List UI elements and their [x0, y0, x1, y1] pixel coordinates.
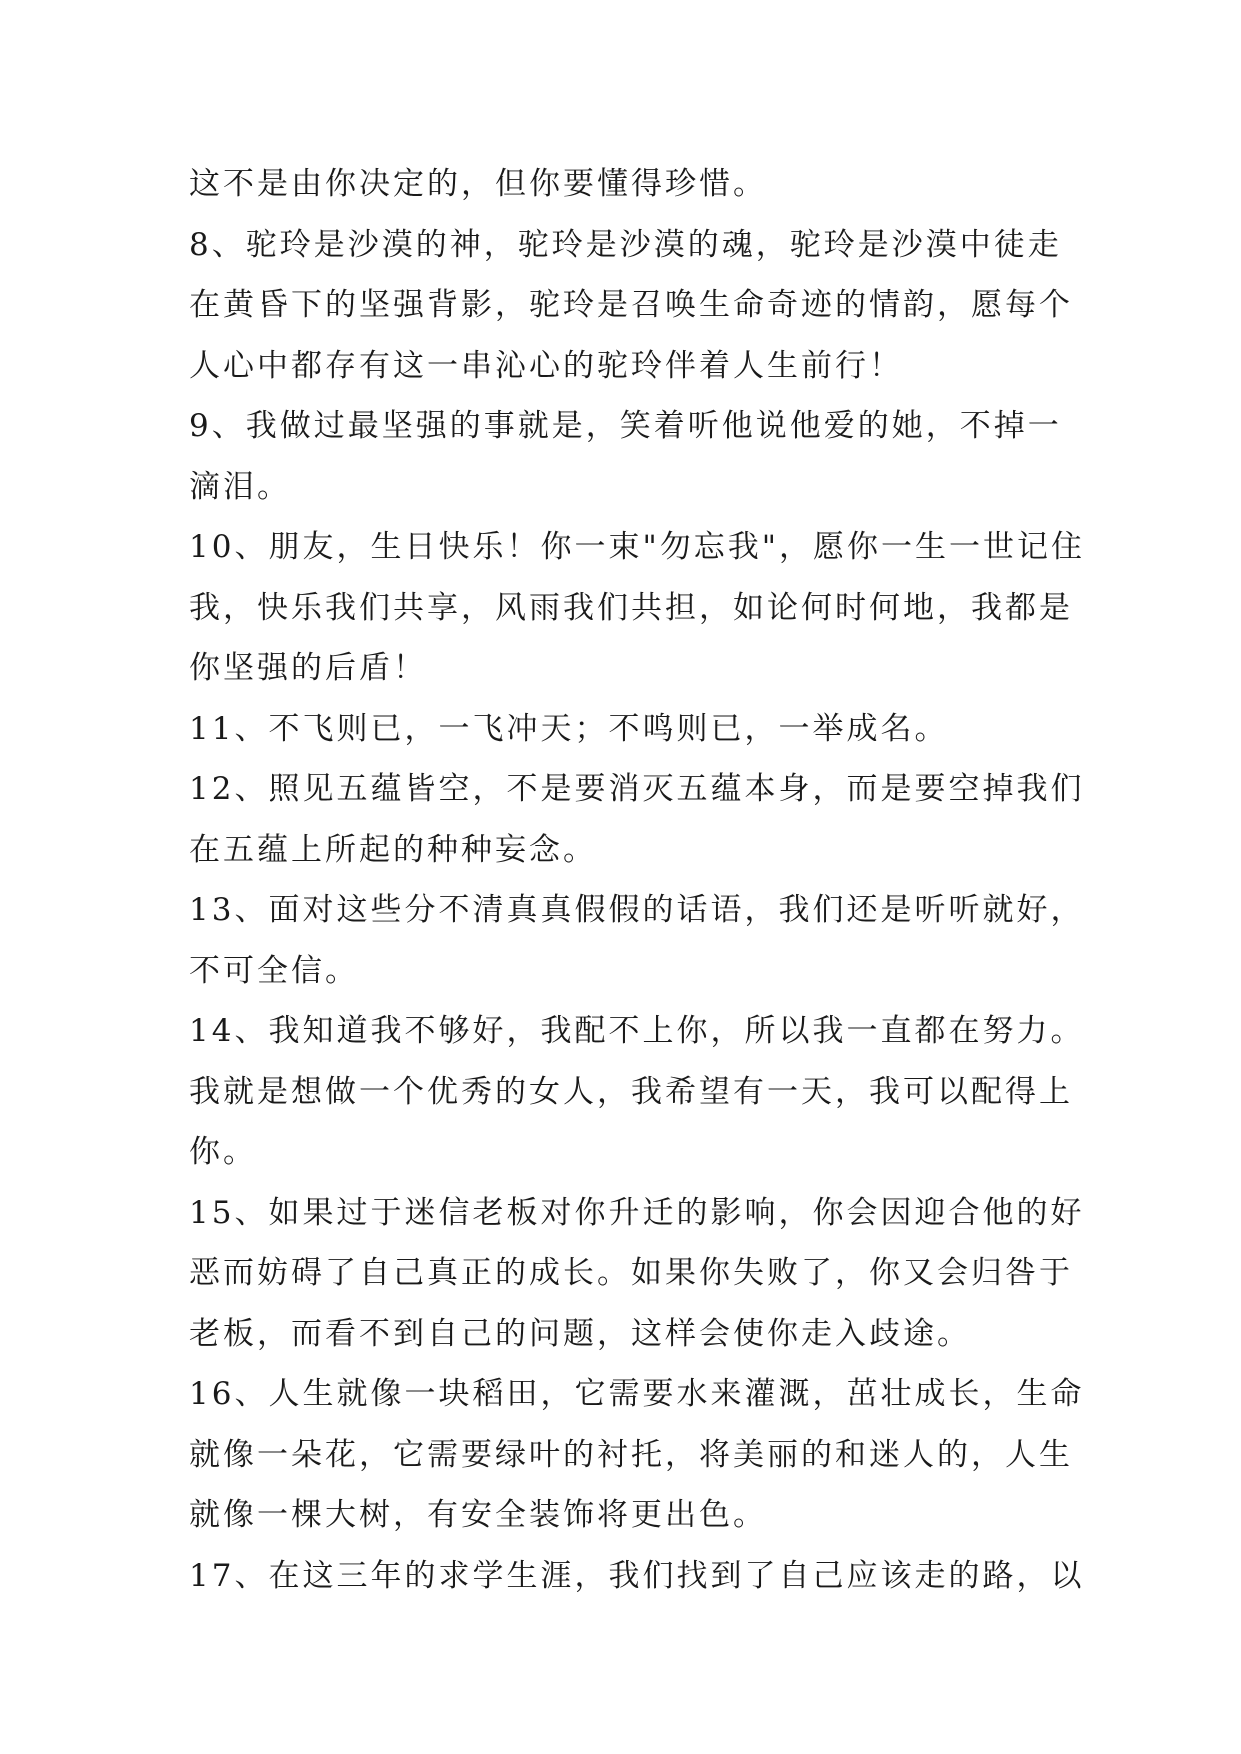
text-line: 9、我做过最坚强的事就是，笑着听他说他爱的她，不掉一: [189, 408, 1062, 444]
text-line: 17、在这三年的求学生涯，我们找到了自己应该走的路，以: [189, 1557, 1085, 1594]
text-line: 我，快乐我们共享，风雨我们共担，如论何时何地，我都是: [189, 589, 1073, 626]
text-line: 滴泪。: [189, 468, 291, 505]
text-line: 这不是由你决定的，但你要懂得珍惜。: [189, 166, 767, 202]
text-line: 老板，而看不到自己的问题，这样会使你走入歧途。: [189, 1315, 971, 1352]
text-line: 10、朋友，生日快乐！你一束"勿忘我"，愿你一生一世记住: [189, 529, 1085, 565]
text-line: 人心中都存有这一串沁心的驼玲伴着人生前行！: [189, 347, 903, 384]
text-line: 11、不飞则已，一飞冲天；不鸣则已，一举成名。: [189, 710, 949, 747]
text-line: 12、照见五蕴皆空，不是要消灭五蕴本身，而是要空掉我们: [189, 771, 1085, 807]
text-line: 我就是想做一个优秀的女人，我希望有一天，我可以配得上: [189, 1073, 1073, 1110]
text-line: 16、人生就像一块稻田，它需要水来灌溉，茁壮成长，生命: [189, 1376, 1085, 1412]
text-line: 8、驼玲是沙漠的神，驼玲是沙漠的魂，驼玲是沙漠中徒走: [189, 226, 1062, 263]
text-line: 恶而妨碍了自己真正的成长。如果你失败了，你又会归咎于: [189, 1255, 1073, 1291]
text-line: 不可全信。: [189, 952, 359, 989]
text-line: 你坚强的后盾！: [189, 650, 427, 686]
text-line: 13、面对这些分不清真真假假的话语，我们还是听听就好，: [189, 892, 1085, 928]
text-line: 15、如果过于迷信老板对你升迁的影响，你会因迎合他的好: [189, 1194, 1085, 1231]
text-line: 你。: [189, 1134, 257, 1170]
text-line: 在黄昏下的坚强背影，驼玲是召唤生命奇迹的情韵，愿每个: [189, 287, 1073, 323]
text-line: 14、我知道我不够好，我配不上你，所以我一直都在努力。: [189, 1013, 1085, 1049]
document-body: [189, 154, 1085, 1606]
text-line: 在五蕴上所起的种种妄念。: [189, 831, 597, 868]
text-line: 就像一朵花，它需要绿叶的衬托，将美丽的和迷人的，人生: [189, 1436, 1073, 1473]
text-line: 就像一棵大树，有安全装饰将更出色。: [189, 1497, 767, 1533]
